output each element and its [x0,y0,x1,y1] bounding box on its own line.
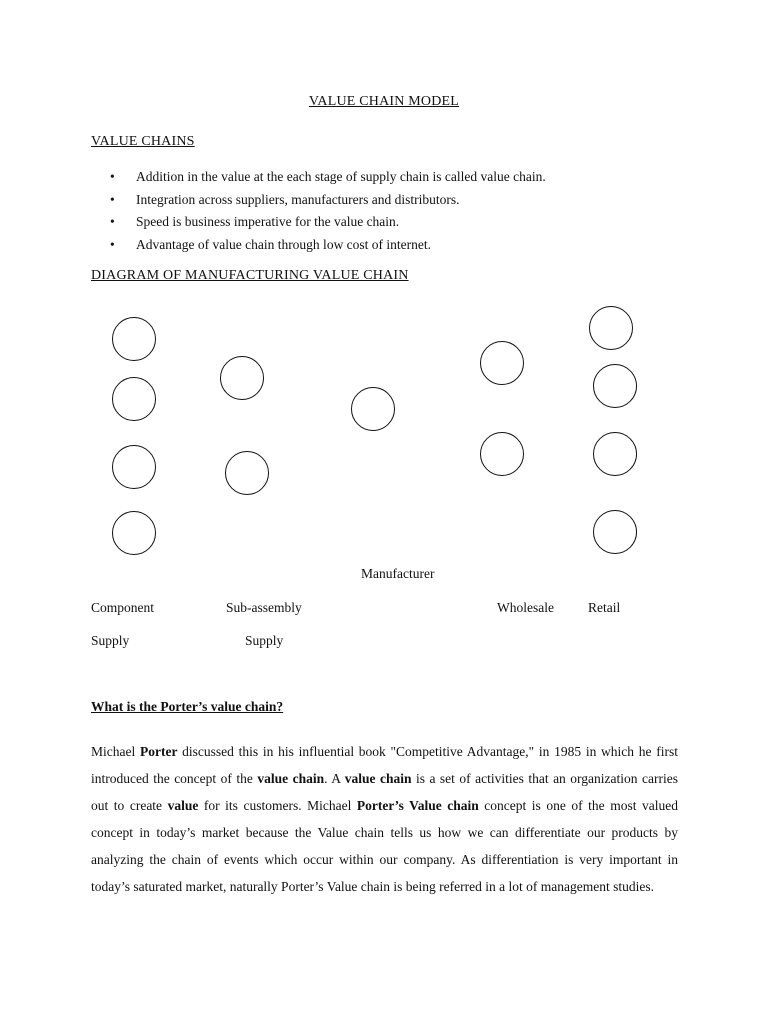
bullet-text: Integration across suppliers, manufacturers and distributors. [136,191,460,207]
diagram-heading: DIAGRAM OF MANUFACTURING VALUE CHAIN [91,268,409,283]
value-chains-heading: VALUE CHAINS [91,134,195,149]
wholesale-node-circle [480,432,524,476]
retail-label: Retail [588,600,621,615]
paragraph-text: for its customers. Michael [198,798,357,813]
bullet-icon: • [110,214,115,229]
wholesale-node-circle [480,341,524,385]
retail-node-circle [589,306,633,350]
list-item [110,211,546,234]
component-node-circle [112,445,156,489]
sub-assembly-label: Sub-assembly [226,600,302,615]
component-node-circle [112,377,156,421]
bullet-icon: • [110,191,115,207]
retail-node-circle [593,510,637,554]
porter-paragraph [91,738,678,900]
bullet-text: Addition in the value at the each stage of supply chain is called value chain. [136,169,546,184]
component-label: Component [91,600,154,615]
wholesale-label: Wholesale [497,600,554,615]
manufacturer-label: Manufacturer [361,566,435,581]
list-item [110,166,546,189]
value-chains-list [110,166,546,256]
list-item [110,189,546,212]
component-node-circle [112,511,156,555]
paragraph-bold-text: value chain [344,771,412,786]
list-item [110,234,546,257]
document-title: VALUE CHAIN MODEL [308,94,460,109]
component-node-circle [112,317,156,361]
retail-node-circle [593,364,637,408]
paragraph-text: discussed this in his influential book "Competitive Advantage," in 1985 in which he first introduced the concept of the [91,744,679,786]
bullet-text: Speed is business imperative for the value chain. [136,214,400,229]
paragraph-bold-text: value [167,798,199,813]
paragraph-text: Michael [91,744,140,759]
sub-assembly-supply-label: Supply [245,633,284,648]
paragraph-bold-text: Porter [139,744,178,759]
manufacturer-node-circle [351,387,395,431]
paragraph-bold-text: value chain [257,771,325,786]
component-supply-label: Supply [91,633,130,648]
bullet-text: Advantage of value chain through low cost of internet. [136,236,432,252]
sub-assembly-node-circle [220,356,264,400]
sub-assembly-node-circle [225,451,269,495]
retail-node-circle [593,432,637,476]
paragraph-text: . A [324,771,345,786]
paragraph-text: concept is one of the most valued concept in today’s market because the Value chain tells us how we can differentiate our products by analyzing the chain of events which occur within our company. As differentiation is very important in today’s saturated market, naturally Porter’s Value chain is being referred in a lot of management studies. [91,798,678,894]
bullet-icon: • [110,236,115,252]
value-chain-diagram [0,290,768,570]
paragraph-bold-text: Porter’s Value chain [356,798,479,813]
bullet-icon: • [110,169,115,184]
porter-heading: What is the Porter’s value chain? [91,699,284,714]
paragraph-text: is a set of activities that an organization carries out to create [91,771,678,813]
